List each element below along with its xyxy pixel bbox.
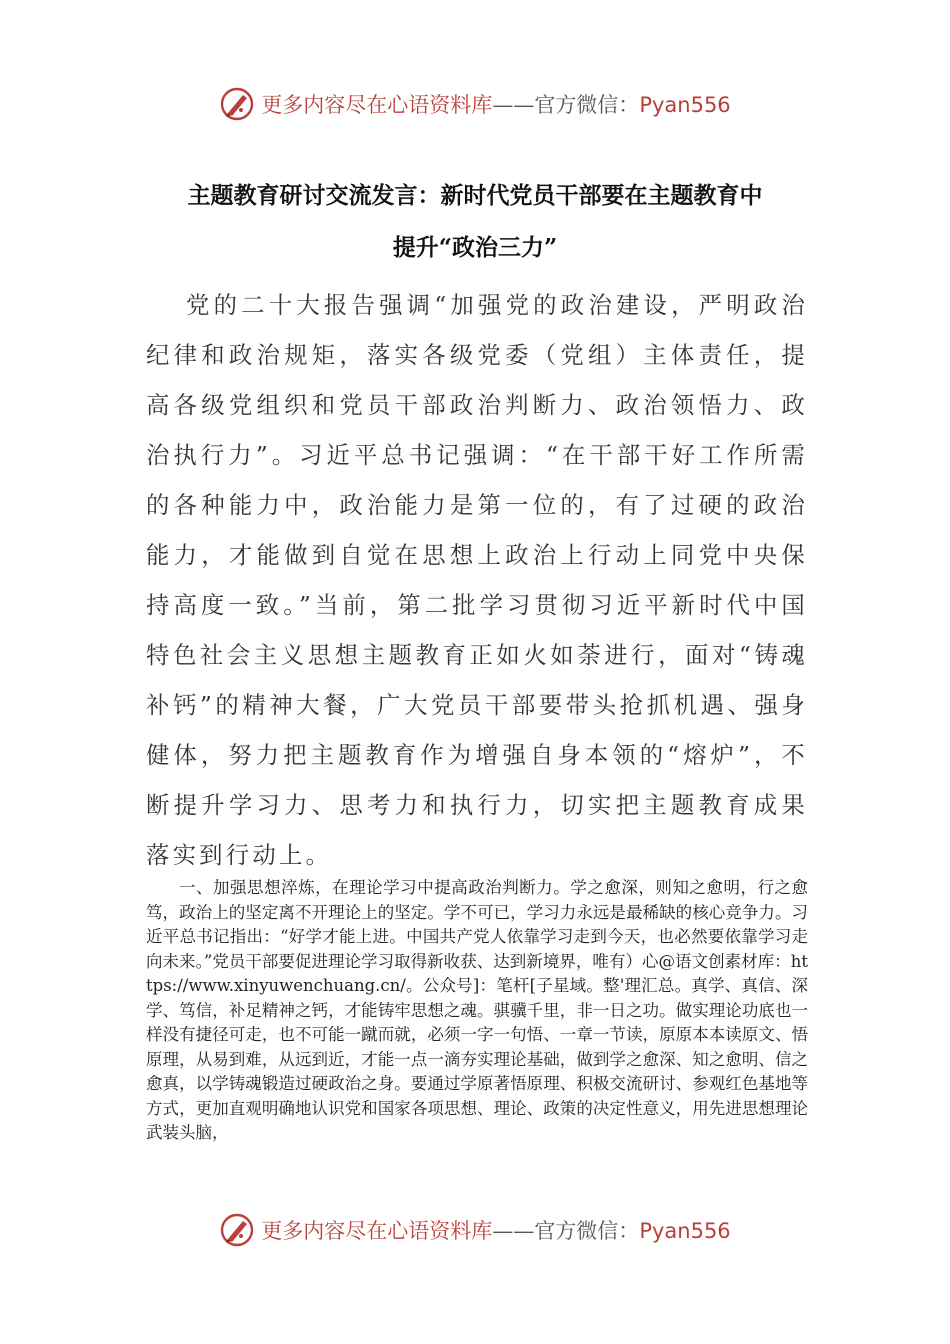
pen-logo-icon <box>219 86 255 122</box>
title-line-2: 提升“政治三力” <box>392 234 558 261</box>
banner-text: 更多内容尽在心语资料库——官方微信：Pyan556 <box>261 93 731 117</box>
title-line-1: 主题教育研讨交流发言：新时代党员干部要在主题教育中 <box>187 182 763 209</box>
document-title <box>120 170 830 274</box>
intro-paragraph: 党的二十大报告强调“加强党的政治建设，严明政治纪律和政治规矩，落实各级党委（党组）主体责任，提高各级党组织和党员干部政治判断力、政治领悟力、政治执行力”。习近平总书记强调：“在干部干好工作所需的各种能力中，政治能力是第一位的，有了过硬的政治能力，才能做到自觉在思想上政治上行动上同党中央保持高度一致。”当前，第二批学习贯彻习近平新时代中国特色社会主义思想主题教育正如火如荼进行，面对“铸魂补钙”的精神大餐，广大党员干部要带头抢抓机遇、强身健体，努力把主题教育作为增强自身本领的“熔炉”，不断提升学习力、思考力和执行力，切实把主题教育成果落实到行动上。 <box>146 291 808 869</box>
banner-text: 更多内容尽在心语资料库——官方微信：Pyan556 <box>261 1219 731 1243</box>
header-watermark-banner <box>0 82 950 126</box>
footer-watermark-banner <box>0 1208 950 1252</box>
pen-logo-icon <box>219 1212 255 1248</box>
section-one-paragraph: 一、加强思想淬炼，在理论学习中提高政治判断力。学之愈深，则知之愈明，行之愈笃，政治上的坚定离不开理论上的坚定。学不可已，学习力永远是最稀缺的核心竞争力。习近平总书记指出：“好学才能上进。中国共产党人依靠学习走到今天，也必然要依靠学习走向未来。”党员干部要促进理论学习取得新收获、达到新境界，唯有）心@语文创素材库：https://www.xinyuwenchuang.cn/。公众号]：笔杆[子星域。整'理汇总。真学、真信、深学、笃信，补足精神之钙，才能铸牢思想之魂。骐骥千里，非一日之功。做实理论功底也一样没有捷径可走，也不可能一蹴而就，必须一字一句悟、一章一节读，原原本本读原文、悟原理，从易到难，从远到近，才能一点一滴夯实理论基础，做到学之愈深、知之愈明、信之愈真，以学铸魂锻造过硬政治之身。要通过学原著悟原理、积极交流研讨、参观红色基地等方式，更加直观明确地认识党和国家各项思想、理论、政策的决定性意义，用先进思想理论武装头脑， <box>146 878 808 1142</box>
